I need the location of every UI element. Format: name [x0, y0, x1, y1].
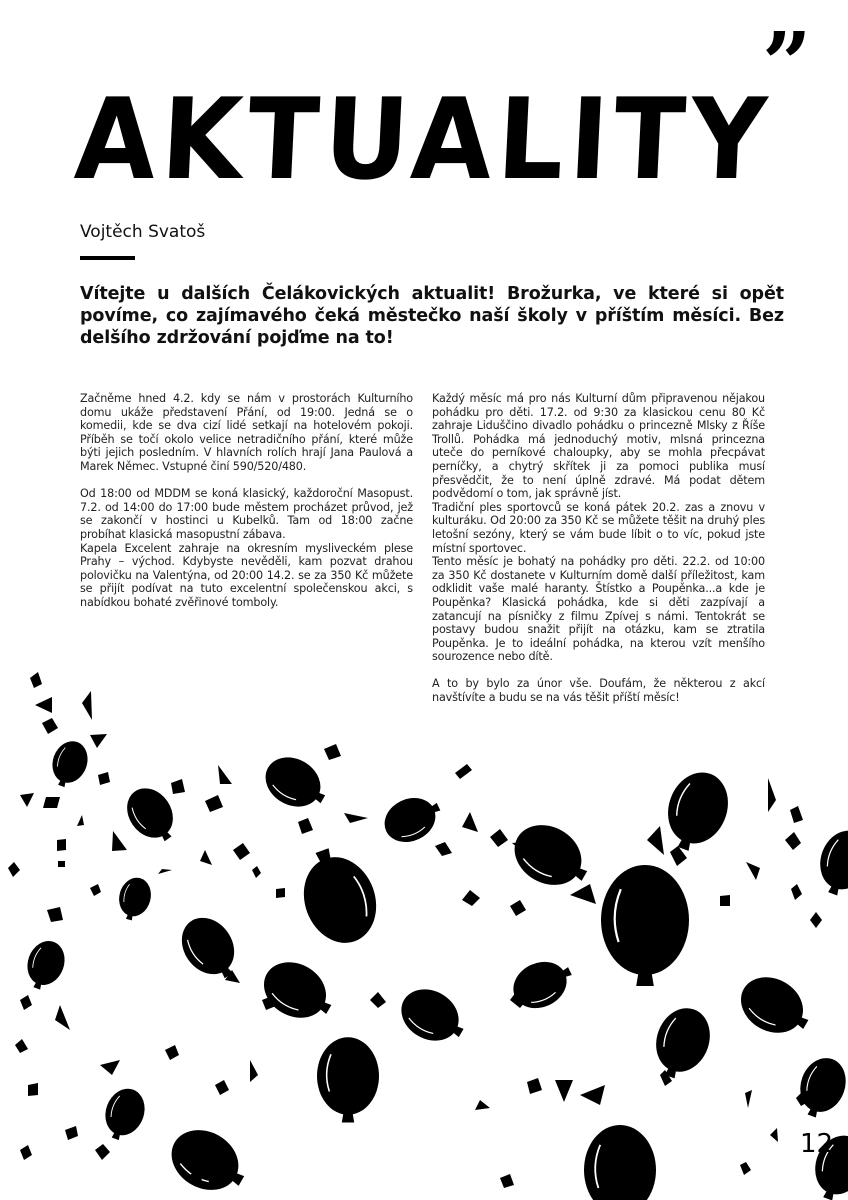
- paragraph-fairytale-poupenka: Tento měsíc je bohatý na pohádky pro děti. 22.2. od 10:00 za 350 Kč dostanete v Kulturním domě další příležitost, kam odklidit vaše malé haranty. Štístko a Poupěnka...a kde je Poupěnka? Klasická pohádka, kde si děti zazpívají a zatancují na písničky z filmu Zpívej s námi. Tentokrát se postavy budou snažit přijít na otázku, kam se ztratila Poupěnka. Je to ideální pohádka, na kterou vzít menšího sourozence nebo dítě.: [432, 555, 765, 664]
- intro-paragraph: Vítejte u dalších Čelákovických aktualit! Brožurka, ve které si opět povíme, co zajímavého čeká městečko naší školy v příštím měsíci. Bez delšího zdržování pojďme na to!: [80, 284, 784, 348]
- paragraph-fairytale-mlsky: Každý měsíc má pro nás Kulturní dům připravenou nějakou pohádku pro děti. 17.2. od 9:30 za klasickou cenu 80 Kč zahraje Liduščino divadlo pohádku o princezně Mlsky z Říše Trollů. Pohádka má jednoduchý motiv, mlsná princezna uteče do perníkové chaloupky, aby se mohla přecpávat perníčky, a chytrý skřítek ji za pomoci publika musí přesvědčit, že to není úplně zdravé. Má podat dětem podvědomí o tom, jak správně jíst.: [432, 392, 765, 501]
- page-number: 12: [800, 1129, 834, 1159]
- page-title: AKTUALITY: [72, 75, 775, 205]
- paragraph-hunting-ball: Kapela Excelent zahraje na okresním mysliveckém plese Prahy – východ. Kdybyste nevěděli, kam pozvat drahou polovičku na Valentýna, od 20:00 14.2. se za 350 Kč můžete se přijít podívat na tuto excelentní společenskou akci, s nabídkou bohaté zvěřinové tomboly.: [80, 541, 413, 609]
- article-column-right: [432, 392, 765, 705]
- balloons-confetti-illustration: [0, 660, 848, 1200]
- paragraph-closing: A to by bylo za únor vše. Doufám, že některou z akcí navštívíte a budu se na vás těšit příští měsíc!: [432, 677, 765, 705]
- closing-quote-mark: ”: [762, 14, 812, 115]
- title-underline-divider: [80, 256, 135, 260]
- paragraph-masopust: Od 18:00 od MDDM se koná klasický, každoroční Masopust. 7.2. od 14:00 do 17:00 bude městem procházet průvod, jež se zakončí v hostinci u Kubelků. Tam od 18:00 začne probíhat klasická masopustní zábava.: [80, 487, 413, 541]
- article-column-left: [80, 392, 413, 610]
- paragraph-theatre: Začněme hned 4.2. kdy se nám v prostorách Kulturního domu ukáže představení Přání, od 19:00. Jedná se o komedii, kde se dva cizí lidé setkají na hotelovém pokoji. Příběh se točí okolo velice netradičního přání, které může býti jejich posledním. V hlavních rolích hrají Jana Paulová a Marek Němec. Vstupné činí 590/520/480.: [80, 392, 413, 473]
- paragraph-sports-ball: Tradiční ples sportovců se koná pátek 20.2. zas a znovu v kulturáku. Od 20:00 za 350 Kč se můžete těšit na druhý ples letošní sezóny, který se vám bude líbit o to víc, pokud jste místní sportovec.: [432, 500, 765, 555]
- author-name: Vojtěch Svatoš: [80, 222, 206, 242]
